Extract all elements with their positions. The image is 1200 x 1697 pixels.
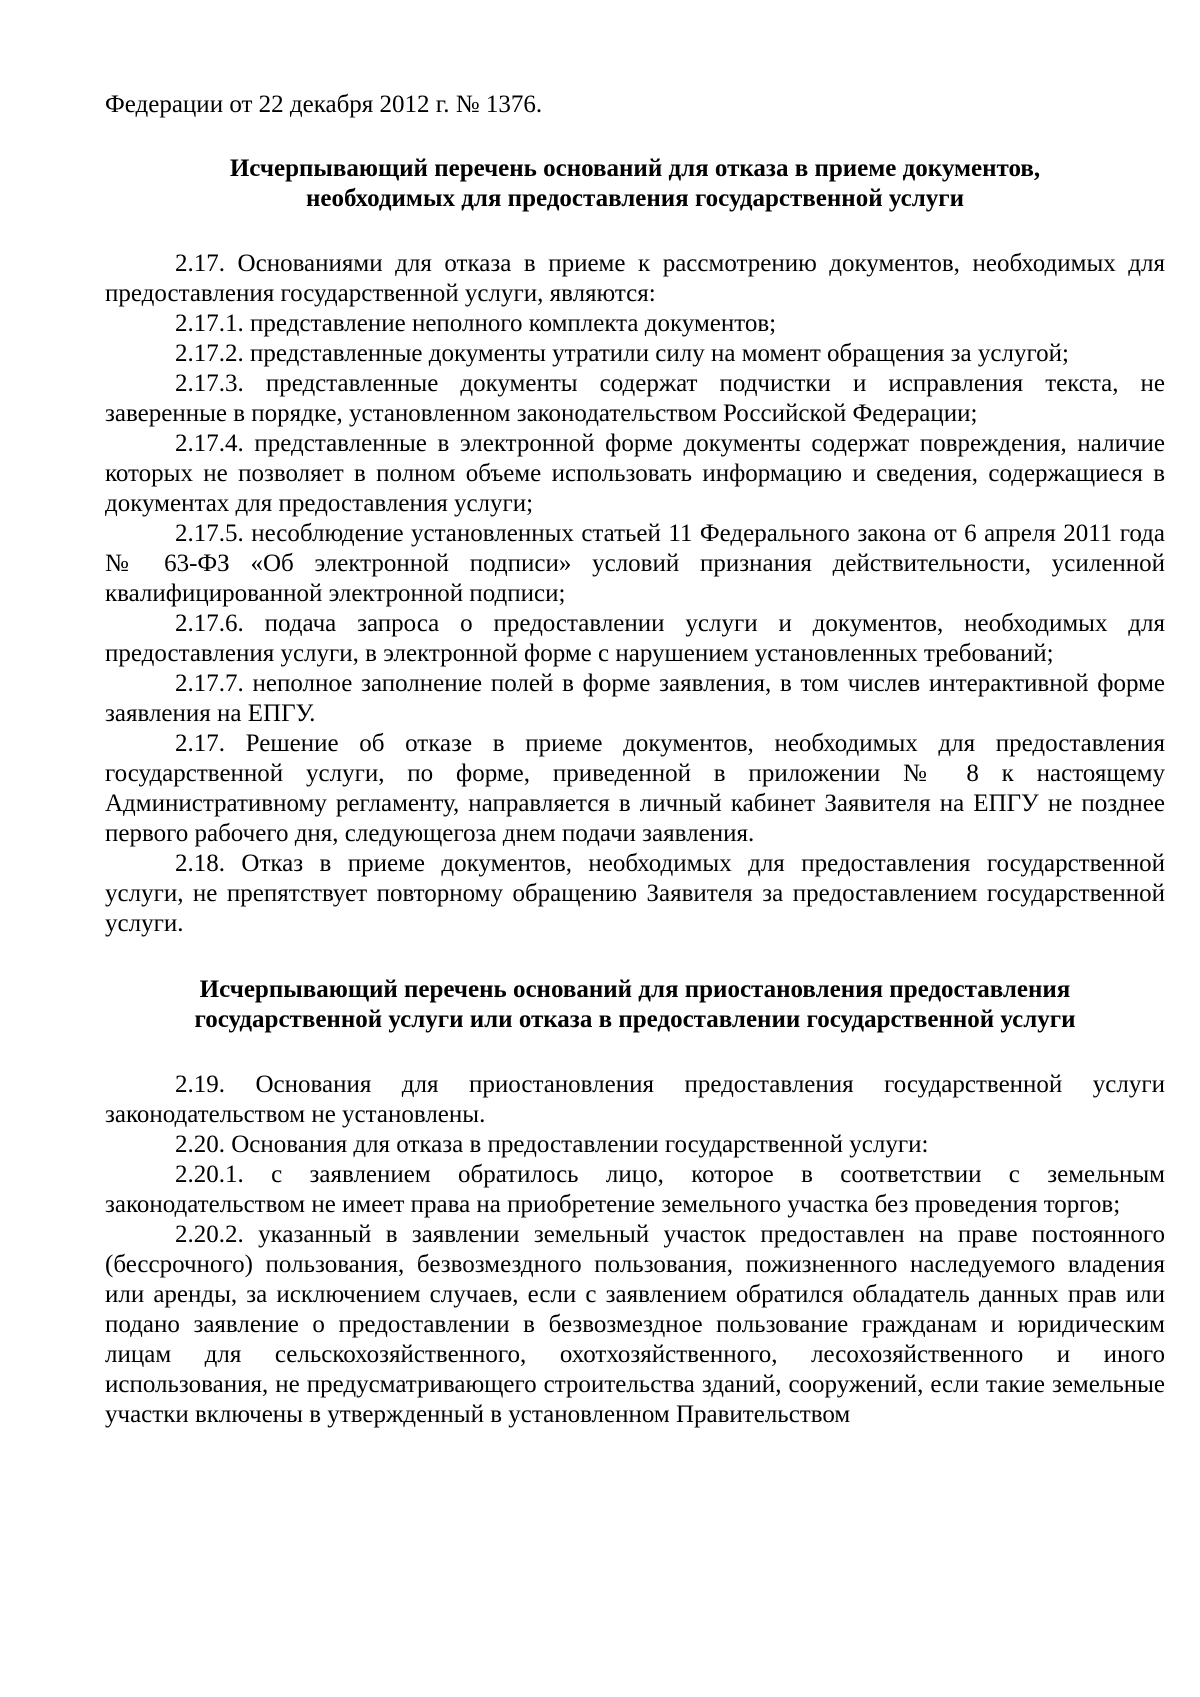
heading-refusal-documents (105, 154, 1165, 214)
heading-line: Исчерпывающий перечень оснований для отказа в приеме документов, (229, 155, 1041, 182)
paragraph-2-17-5: 2.17.5. несоблюдение установленных статьей 11 Федерального закона от 6 апреля 2011 года № 63-ФЗ «Об электронной подписи» условий признания действительности, усиленной квалифицированной электронной подписи; (105, 520, 1165, 607)
paragraph-2-20-1: 2.20.1. с заявлением обратилось лицо, которое в соответствии с земельным законодательством не имеет права на приобретение земельного участка без проведения торгов; (105, 1161, 1165, 1218)
paragraph-2-17-7: 2.17.7. неполное заполнение полей в форме заявления, в том числев интерактивной форме заявления на ЕПГУ. (105, 670, 1165, 727)
section-suspension-grounds (105, 1070, 1165, 1430)
paragraph-2-20-2: 2.20.2. указанный в заявлении земельный участок предоставлен на праве постоянного (бессрочного) пользования, безвозмездного пользования, пожизненного наследуемого владения или аренды, за исключением случаев, если с заявлением обратился обладатель данных прав или подано заявление о предоставлении в безвозмездное пользование гражданам и юридическим лицам для сельскохозяйственного, охотхозяйственного, лесохозяйственного и иного использования, не предусматривающего строительства зданий, сооружений, если такие земельные участки включены в утвержденный в установленном Правительством (105, 1221, 1165, 1428)
heading-line: необходимых для предоставления государственной услуги (306, 185, 964, 212)
intro-line: Федерации от 22 декабря 2012 г. № 1376. (105, 91, 543, 118)
heading-suspension-refusal (105, 975, 1165, 1035)
paragraph-2-17-1: 2.17.1. представление неполного комплекта документов; (175, 310, 777, 337)
paragraph-2-17-decision: 2.17. Решение об отказе в приеме документов, необходимых для предоставления государственной услуги, по форме, приведенной в приложении № 8 к настоящему Административному регламенту, направляется в личный кабинет Заявителя на ЕПГУ не позднее первого рабочего дня, следующегоза днем подачи заявления. (105, 730, 1165, 847)
paragraph-2-17: 2.17. Основаниями для отказа в приеме к рассмотрению документов, необходимых для предоставления государственной услуги, являются: (105, 250, 1165, 307)
heading-line: Исчерпывающий перечень оснований для приостановления предоставления (199, 976, 1071, 1003)
paragraph-2-19: 2.19. Основания для приостановления предоставления государственной услуги законодательством не установлены. (105, 1071, 1165, 1128)
paragraph-2-17-4: 2.17.4. представленные в электронной форме документы содержат повреждения, наличие которых не позволяет в полном объеме использовать информацию и сведения, содержащиеся в документах для предоставления услуги; (105, 430, 1165, 517)
section-refusal-grounds (105, 249, 1165, 939)
paragraph-2-17-3: 2.17.3. представленные документы содержат подчистки и исправления текста, не заверенные в порядке, установленном законодательством Российской Федерации; (105, 370, 1165, 427)
heading-line: государственной услуги или отказа в предоставлении государственной услуги (194, 1006, 1076, 1033)
document-page (105, 90, 1165, 1430)
paragraph-2-17-2: 2.17.2. представленные документы утратили силу на момент обращения за услугой; (175, 340, 1069, 367)
paragraph-2-17-6: 2.17.6. подача запроса о предоставлении услуги и документов, необходимых для предоставления услуги, в электронной форме с нарушением установленных требований; (105, 610, 1165, 667)
paragraph-2-20: 2.20. Основания для отказа в предоставлении государственной услуги: (175, 1131, 929, 1158)
paragraph-2-18: 2.18. Отказ в приеме документов, необходимых для предоставления государственной услуги, не препятствует повторному обращению Заявителя за предоставлением государственной услуги. (105, 850, 1165, 937)
